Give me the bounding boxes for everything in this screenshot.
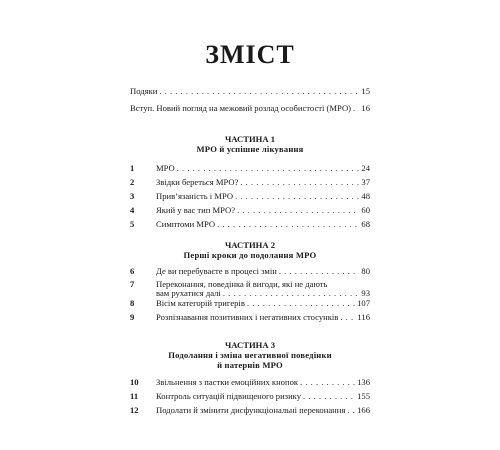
- toc-page-number: 93: [361, 288, 370, 298]
- toc-page-number: 136: [357, 377, 370, 387]
- toc-page-number: 24: [361, 163, 370, 173]
- toc-page-number: 107: [357, 298, 370, 308]
- toc-leader-dots: [353, 103, 359, 113]
- chapter-number: 10: [130, 377, 139, 387]
- part-title: Подолання і зміна негативної поведінки: [168, 350, 332, 360]
- part-label: ЧАСТИНА 2: [224, 240, 276, 250]
- part-title-continued: й патернів МРО: [217, 360, 283, 370]
- chapter-number: 11: [130, 391, 139, 401]
- toc-entry-chapter-12[interactable]: [130, 405, 370, 415]
- toc-entry-text: Переконання, поведінка й вигоди, які не дають: [156, 279, 328, 289]
- chapter-number: 12: [130, 405, 139, 415]
- toc-entry-text: Розпізнавання позитивних і негативних стосунків: [156, 312, 339, 322]
- toc-leader-dots: [237, 205, 359, 215]
- toc-entry-text: МРО: [156, 163, 175, 173]
- chapter-number: 3: [130, 191, 135, 201]
- toc-entry-chapter-2[interactable]: [130, 177, 370, 187]
- toc-entry-text: Симптоми МРО: [156, 219, 216, 229]
- toc-entry-chapter-1[interactable]: [130, 163, 370, 173]
- part-label: ЧАСТИНА 3: [224, 340, 276, 350]
- toc-entry-chapter-3[interactable]: [130, 191, 370, 201]
- toc-leader-dots: [240, 177, 359, 187]
- toc-entry-text: Який у вас тип МРО?: [156, 205, 236, 215]
- toc-entry-chapter-11[interactable]: [130, 391, 370, 401]
- toc-page-number: 15: [361, 86, 370, 96]
- toc-page-number: 48: [361, 191, 370, 201]
- toc-page-number: 116: [357, 312, 370, 322]
- part-title: Перші кроки до подолання МРО: [183, 250, 317, 260]
- toc-entry-introduction[interactable]: [130, 103, 370, 113]
- toc-entry-text: Подолати й змінити дисфункціональні переконання: [156, 405, 346, 415]
- toc-entry-text: Вісім категорій тригерів: [156, 298, 245, 308]
- toc-leader-dots: [159, 86, 359, 96]
- chapter-number: 5: [130, 219, 135, 229]
- part-title: МРО й успішне лікування: [196, 144, 304, 154]
- toc-entry-chapter-6[interactable]: [130, 266, 370, 276]
- toc-entry-chapter-5[interactable]: [130, 219, 370, 229]
- toc-page-number: 155: [357, 391, 370, 401]
- toc-leader-dots: [340, 312, 355, 322]
- toc-leader-dots: [300, 377, 355, 387]
- chapter-number: 2: [130, 177, 135, 187]
- toc-entry-text: Де ви перебуваєте в процесі змін: [156, 266, 277, 276]
- toc-page-number: 16: [361, 103, 370, 113]
- toc-entry-chapter-7-continued[interactable]: [156, 288, 370, 298]
- chapter-number: 9: [130, 312, 135, 322]
- toc-leader-dots: [177, 163, 360, 173]
- chapter-number: 4: [130, 205, 135, 215]
- toc-entry-text: Звільнення з пастки емоційних кнопок: [156, 377, 299, 387]
- toc-leader-dots: [235, 191, 359, 201]
- toc-leader-dots: [347, 405, 355, 415]
- toc-entry-text: Контроль ситуацій підвищеного ризику: [156, 391, 302, 401]
- toc-entry-text: Подяки: [130, 86, 158, 96]
- toc-page-number: 80: [361, 266, 370, 276]
- chapter-number: 8: [130, 298, 135, 308]
- toc-entry-text: Звідки береться МРО?: [156, 177, 239, 187]
- toc-leader-dots: [223, 288, 360, 298]
- toc-entry-text: Прив’язаність і МРО: [156, 191, 234, 201]
- chapter-number: 7: [130, 279, 135, 289]
- toc-page-number: 60: [361, 205, 370, 215]
- toc-page-number: 68: [361, 219, 370, 229]
- toc-leader-dots: [217, 219, 359, 229]
- toc-page-number: 166: [357, 405, 370, 415]
- chapter-number: 6: [130, 266, 135, 276]
- toc-entry-chapter-8[interactable]: [130, 298, 370, 308]
- toc-leader-dots: [303, 391, 355, 401]
- page-title: ЗМІСТ: [205, 40, 295, 69]
- toc-leader-dots: [247, 298, 355, 308]
- toc-entry-acknowledgements[interactable]: [130, 86, 370, 96]
- toc-page-number: 37: [361, 177, 370, 187]
- toc-entry-chapter-10[interactable]: [130, 377, 370, 387]
- toc-entry-text: Вступ. Новий погляд на межовий розлад особистості (МРО): [130, 103, 352, 113]
- toc-entry-chapter-4[interactable]: [130, 205, 370, 215]
- toc-entry-chapter-9[interactable]: [130, 312, 370, 322]
- chapter-number: 1: [130, 163, 135, 173]
- toc-leader-dots: [279, 266, 360, 276]
- toc-entry-text: вам рухатися далі: [156, 288, 221, 298]
- part-label: ЧАСТИНА 1: [224, 134, 276, 144]
